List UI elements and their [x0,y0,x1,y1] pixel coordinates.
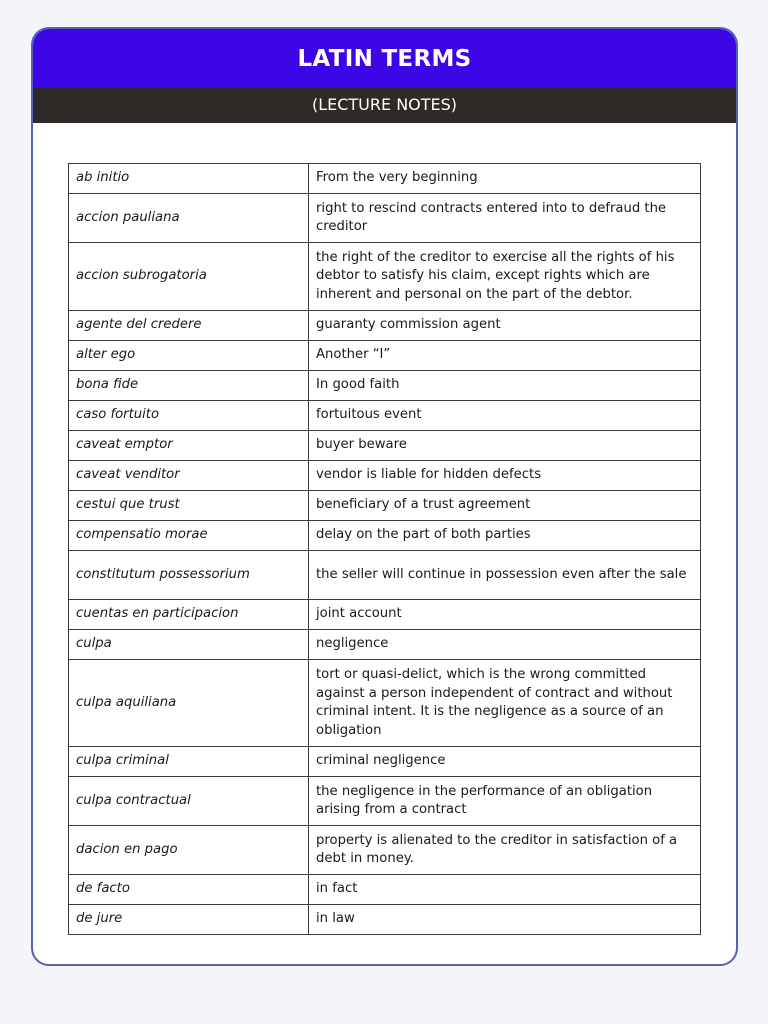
latin-term-cell: compensatio morae [69,521,309,551]
latin-terms-table [68,163,701,935]
latin-term-cell: culpa contractual [69,777,309,826]
latin-term-cell: de jure [69,905,309,935]
term-meaning-cell: fortuitous event [309,401,701,431]
table-row [69,905,701,935]
latin-term-cell: bona fide [69,371,309,401]
latin-term-cell: de facto [69,875,309,905]
lecture-notes-card [31,27,738,966]
term-meaning-cell: negligence [309,630,701,660]
table-row [69,630,701,660]
table-row [69,194,701,243]
term-meaning-cell: right to rescind contracts entered into to defraud the creditor [309,194,701,243]
table-row [69,826,701,875]
table-row [69,747,701,777]
table-row [69,461,701,491]
latin-term-cell: cuentas en participacion [69,600,309,630]
term-meaning-cell: beneficiary of a trust agreement [309,491,701,521]
term-meaning-cell: Another “I” [309,341,701,371]
table-row [69,600,701,630]
term-meaning-cell: criminal negligence [309,747,701,777]
latin-term-cell: accion subrogatoria [69,243,309,311]
table-row [69,551,701,600]
latin-terms-table-body [69,164,701,935]
term-meaning-cell: joint account [309,600,701,630]
table-row [69,660,701,747]
term-meaning-cell: delay on the part of both parties [309,521,701,551]
term-meaning-cell: the negligence in the performance of an obligation arising from a contract [309,777,701,826]
table-row [69,431,701,461]
term-meaning-cell: the seller will continue in possession even after the sale [309,551,701,600]
latin-term-cell: caso fortuito [69,401,309,431]
latin-term-cell: accion pauliana [69,194,309,243]
latin-term-cell: agente del credere [69,311,309,341]
page-title: LATIN TERMS [33,29,736,87]
term-meaning-cell: in fact [309,875,701,905]
latin-term-cell: ab initio [69,164,309,194]
latin-term-cell: caveat venditor [69,461,309,491]
term-meaning-cell: buyer beware [309,431,701,461]
term-meaning-cell: tort or quasi-delict, which is the wrong committed against a person independent of contract and without criminal intent. It is the negligence as a source of an obligation [309,660,701,747]
table-row [69,777,701,826]
latin-term-cell: culpa criminal [69,747,309,777]
latin-term-cell: culpa aquiliana [69,660,309,747]
table-row [69,875,701,905]
term-meaning-cell: guaranty commission agent [309,311,701,341]
table-row [69,401,701,431]
latin-term-cell: cestui que trust [69,491,309,521]
term-meaning-cell: In good faith [309,371,701,401]
term-meaning-cell: in law [309,905,701,935]
latin-term-cell: alter ego [69,341,309,371]
table-row [69,164,701,194]
table-row [69,311,701,341]
table-row [69,371,701,401]
latin-term-cell: constitutum possessorium [69,551,309,600]
term-meaning-cell: vendor is liable for hidden defects [309,461,701,491]
table-row [69,521,701,551]
table-row [69,243,701,311]
table-row [69,491,701,521]
latin-term-cell: caveat emptor [69,431,309,461]
page-subtitle: (LECTURE NOTES) [33,87,736,123]
latin-term-cell: dacion en pago [69,826,309,875]
term-meaning-cell: From the very beginning [309,164,701,194]
term-meaning-cell: property is alienated to the creditor in satisfaction of a debt in money. [309,826,701,875]
table-row [69,341,701,371]
latin-term-cell: culpa [69,630,309,660]
term-meaning-cell: the right of the creditor to exercise all the rights of his debtor to satisfy his claim, except rights which are inherent and personal on the part of the debtor. [309,243,701,311]
